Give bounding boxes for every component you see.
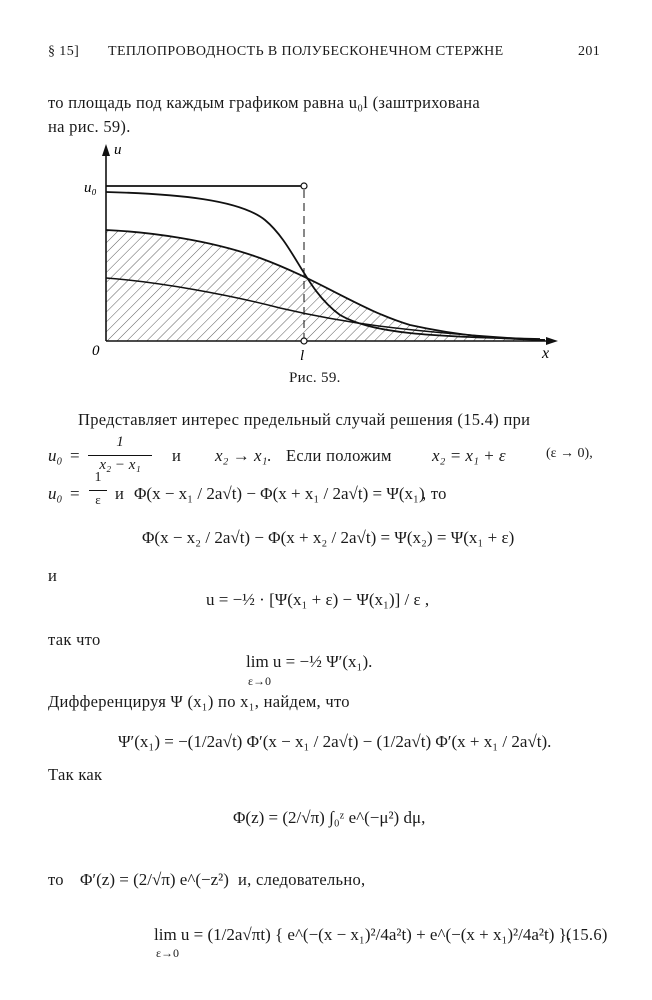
final-equation: lim u = (1/2a√πt) { e^(−(x − x₁)²/4a²t) + e^(−(x + x₁)²/4a²t) }. <box>154 925 572 944</box>
and-word-1: и <box>172 446 182 465</box>
phi-prime-equation: Φ′(z) = (2/√π) e^(−z²) <box>80 870 229 889</box>
phi-difference-2: Φ(x − x₂ / 2a√t) − Φ(x + x₂ / 2a√t) = Ψ(x₂) = Ψ(x₁ + ε) <box>142 528 515 547</box>
u0-label: u₀ <box>84 180 97 196</box>
consequently: и, следовательно, <box>238 870 366 889</box>
u0-symbol-2: u₀ <box>48 484 63 503</box>
and-word-3: и <box>48 566 58 585</box>
axis-x-label: x <box>542 345 550 362</box>
psi-prime-equation: Ψ′(x₁) = −(1/2a√t) Φ′(x − x₁ / 2a√t) − (1/2a√t) Φ′(x + x₁ / 2a√t). <box>118 732 552 751</box>
then-word-1: , то <box>422 484 447 503</box>
frac-numerator-1: 1 <box>116 434 124 450</box>
intro-line-2: на рис. 59). <box>48 117 131 136</box>
y-axis-arrow-icon <box>102 144 110 156</box>
frac-denominator-2: ε <box>95 492 101 507</box>
so-that: так что <box>48 630 101 649</box>
x-axis-arrow-icon <box>546 337 558 345</box>
l-label: l <box>300 348 305 364</box>
frac-numerator-2: 1 <box>94 470 102 485</box>
u0-symbol-1: u₀ <box>48 446 63 465</box>
x2-to-x1: x₂ → x₁. <box>215 446 272 465</box>
step-end-point <box>301 183 307 189</box>
intro-line-1: то площадь под каждым графиком равна u₀l (заштрихована <box>48 93 480 112</box>
page-number: 201 <box>578 44 601 59</box>
x2-eq: x₂ = x₁ + ε <box>432 446 506 465</box>
and-word-2: и <box>115 484 125 503</box>
axis-y-label: u <box>114 142 122 158</box>
figure-caption: Рис. 59. <box>289 370 341 386</box>
origin-label: 0 <box>92 343 100 359</box>
paragraph-line-1: Представляет интерес предельный случай решения (15.4) при <box>78 410 531 429</box>
limit-equation: lim u = −½ Ψ′(x₁). <box>246 652 373 671</box>
differentiating-line: Дифференцируя Ψ (x₁) по x₁, найдем, что <box>48 692 350 711</box>
l-point <box>301 338 307 344</box>
phi-definition: Φ(z) = (2/√π) ∫₀ᶻ e^(−μ²) dμ, <box>233 808 426 827</box>
since-word: Так как <box>48 765 103 784</box>
u-equation: u = −½ · [Ψ(x₁ + ε) − Ψ(x₁)] / ε , <box>206 590 430 609</box>
eps-to-zero: (ε → 0), <box>546 446 593 461</box>
frac-bar-1 <box>88 455 152 456</box>
figure-59 <box>80 140 570 365</box>
if-we-put: Если положим <box>286 446 392 465</box>
phi-difference-1: Φ(x − x₁ / 2a√t) − Φ(x + x₁ / 2a√t) = Ψ(x₁) <box>134 484 425 503</box>
then-word-2: то <box>48 870 64 889</box>
frac-denominator-1: x₂ − x₁ <box>99 457 141 473</box>
section-marker: § 15] <box>48 44 80 59</box>
equation-number: (15.6) <box>566 925 608 944</box>
running-title: ТЕПЛОПРОВОДНОСТЬ В ПОЛУБЕСКОНЕЧНОМ СТЕРЖНЕ <box>108 44 504 59</box>
